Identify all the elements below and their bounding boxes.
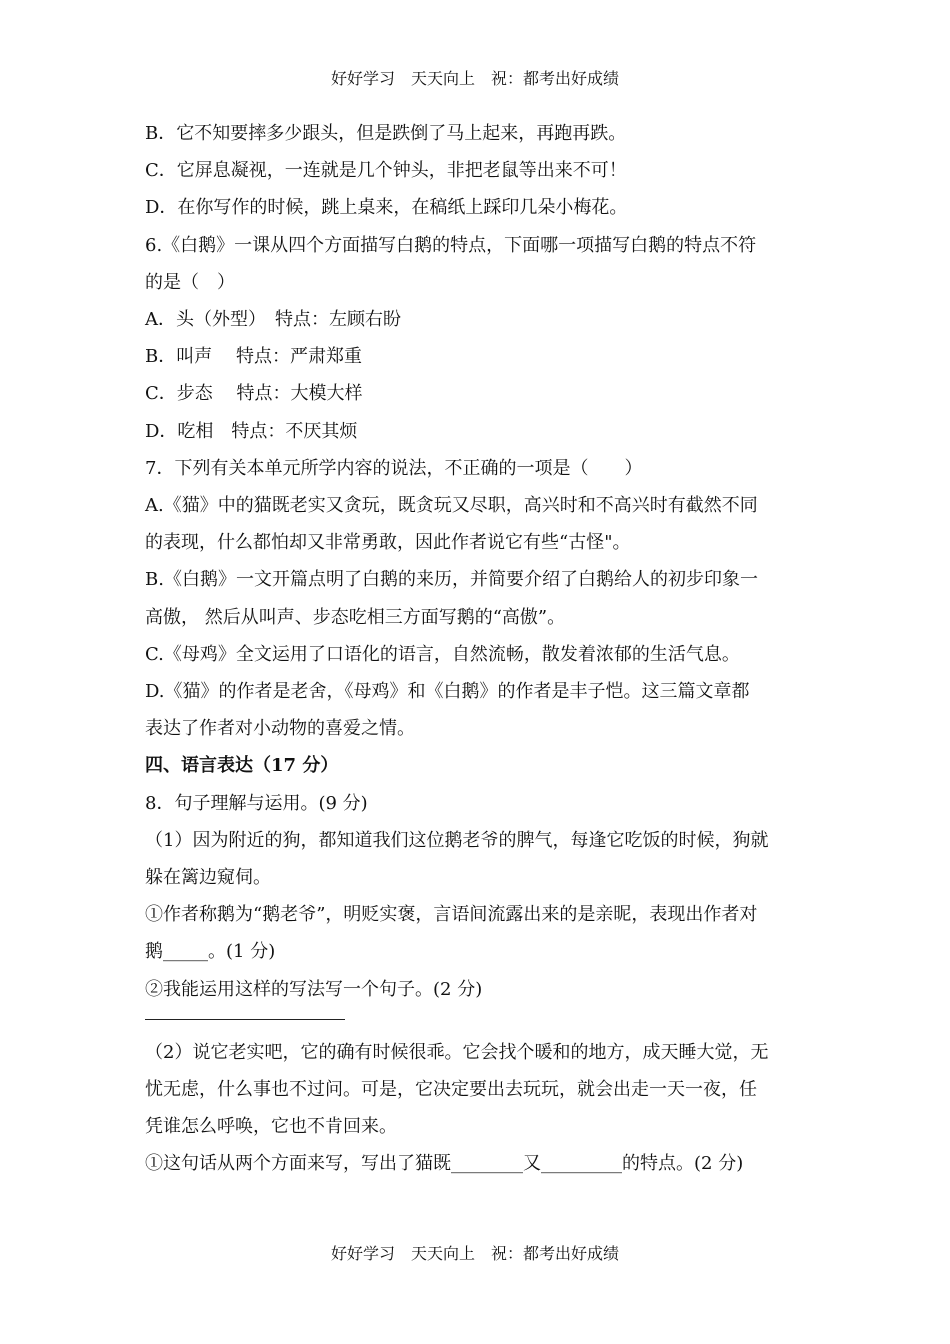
q7-option-d-cont: 表达了作者对小动物的喜爱之情。 (145, 718, 415, 740)
q7-option-c: C.《母鸡》全文运用了口语化的语言，自然流畅，散发着浓郁的生活气息。 (145, 643, 740, 665)
option-d-cat: D．在你写作的时候，跳上桌来，在稿纸上踩印几朵小梅花。 (145, 197, 628, 219)
q8-part1-text-cont: 躲在篱边窥伺。 (145, 867, 271, 889)
page-footer: 好好学习 天天向上 祝：都考出好成绩 (330, 1244, 619, 1263)
q8-part2-sub1: ①这句话从两个方面来写，写出了猫既________又_________的特点。(2 分) (145, 1153, 744, 1175)
question-6-stem-cont: 的是（ ） (145, 271, 235, 293)
answer-blank-line (145, 1019, 345, 1020)
q8-part1-sub2: ②我能运用这样的写法写一个句子。(2 分) (145, 978, 483, 1000)
q8-part2-text-cont1: 忧无虑，什么事也不过问。可是，它决定要出去玩玩，就会出走一天一夜，任 (145, 1079, 757, 1101)
page-header: 好好学习 天天向上 祝：都考出好成绩 (330, 69, 619, 88)
q7-option-a-cont: 的表现，什么都怕却又非常勇敢，因此作者说它有些“古怪"。 (145, 532, 631, 554)
option-c-cat: C．它屏息凝视，一连就是几个钟头，非把老鼠等出来不可！ (145, 160, 627, 182)
q6-option-c: C．步态 特点：大模大样 (145, 383, 363, 405)
document-body (145, 115, 815, 1183)
question-6-stem: 6.《白鹅》一课从四个方面描写白鹅的特点，下面哪一项描写白鹅的特点不符 (145, 234, 757, 256)
q6-option-a: A．头（外型） 特点：左顾右盼 (145, 309, 401, 331)
q7-option-b-cont: 高傲， 然后从叫声、步态吃相三方面写鹅的“高傲”。 (145, 606, 566, 628)
question-8-stem: 8．句子理解与运用。(9 分) (145, 792, 368, 814)
q7-option-d: D.《猫》的作者是老舍，《母鸡》和《白鹅》的作者是丰子恺。这三篇文章都 (145, 681, 750, 703)
q8-part2-text-cont2: 凭谁怎么呼唤，它也不肯回来。 (145, 1116, 397, 1138)
question-7-stem: 7．下列有关本单元所学内容的说法，不正确的一项是（ ） (145, 457, 643, 479)
q6-option-d: D．吃相 特点：不厌其烦 (145, 420, 358, 442)
q8-part1-text: （1）因为附近的狗，都知道我们这位鹅老爷的脾气，每逢它吃饭的时候，狗就 (145, 829, 769, 851)
q8-part1-sub1: ①作者称鹅为“鹅老爷”，明贬实褒，言语间流露出来的是亲昵，表现出作者对 (145, 904, 758, 926)
q8-part1-sub1-cont: 鹅_____。(1 分) (145, 941, 276, 963)
q6-option-b: B．叫声 特点：严肃郑重 (145, 346, 362, 368)
q7-option-a: A.《猫》中的猫既老实又贪玩，既贪玩又尽职，高兴时和不高兴时有截然不同 (145, 495, 758, 517)
section-heading-4: 四、语言表达（17 分） (145, 755, 339, 777)
q7-option-b: B.《白鹅》一文开篇点明了白鹅的来历，并简要介绍了白鹅给人的初步印象一 (145, 569, 758, 591)
q8-part2-text: （2）说它老实吧，它的确有时候很乖。它会找个暖和的地方，成天睡大觉，无 (145, 1041, 769, 1063)
option-b-cat: B．它不知要摔多少跟头，但是跌倒了马上起来，再跑再跌。 (145, 123, 627, 144)
